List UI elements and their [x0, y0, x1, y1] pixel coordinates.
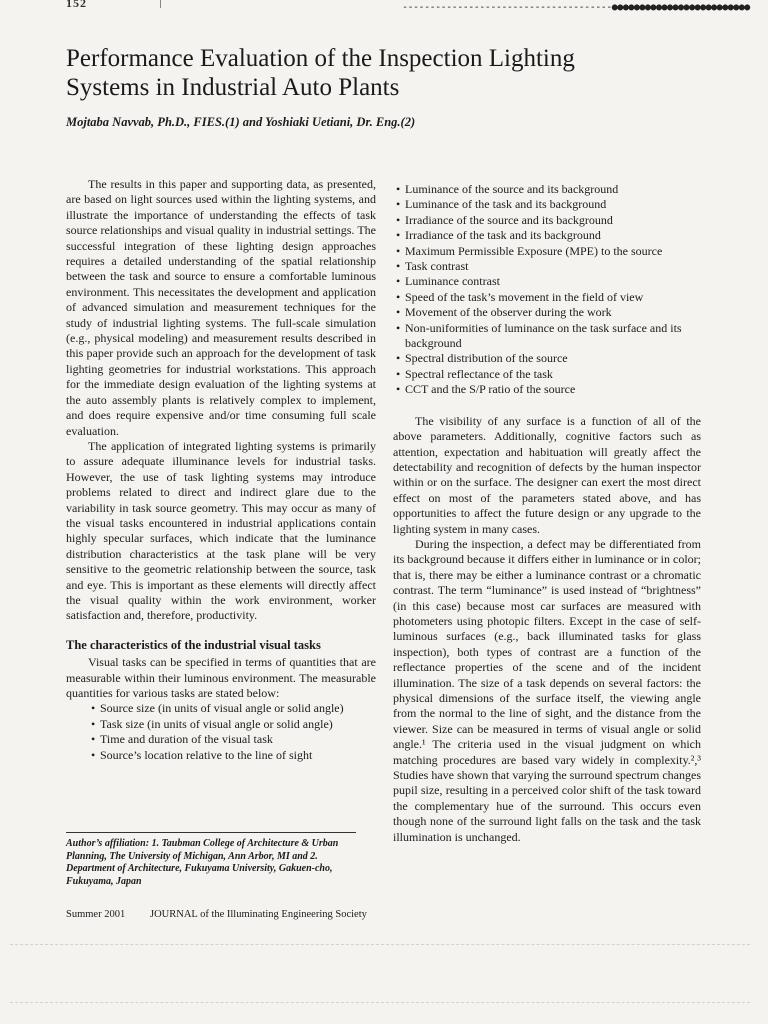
header-rule: --------------------------------------●●●●●●●●●●●●●●●●●●●●●●●●● [402, 2, 750, 13]
list-item: • Spectral reflectance of the task [393, 367, 701, 382]
author-affiliation: Author’s affiliation: 1. Taubman College of Architecture & Urban Planning, The University of Michigan, Ann Arbor, MI and 2. Department of Architecture, Fukuyama University, Gakuen-cho, Fukuyama, Japan [66, 838, 339, 887]
list-item: • Task contrast [393, 259, 701, 274]
list-item: • Luminance of the task and its background [393, 197, 701, 212]
list-item: • Irradiance of the source and its background [393, 213, 701, 228]
paragraph-intro: The results in this paper and supporting data, as presented, are based on light sources used within the lighting systems, and illustrate the importance of understanding the effects of task source relationships and visual quality in industrial settings. The successful integration of these lighting design approaches requires a detailed understanding of the spatial relationship between the task and source to ensure a comfortable luminous environment. This necessitates the development and application of advanced simulation and measurement techniques for the study of industrial lighting systems. The full-scale simulation (e.g., physical modeling) and measurement results described in this paper provide such an approach for the development of task lighting geometries for industrial workstations. This approach for the immediate design evaluation of the lighting systems at the auto assembly plants is relatively complex to implement, and does require expensive and/or time consuming full scale evaluation. [66, 177, 376, 438]
list-item: • Time and duration of the visual task [66, 732, 376, 747]
paragraph-visual-tasks: Visual tasks can be specified in terms of quantities that are measurable within their luminous environment. The measurable quantities for various tasks are stated below: [66, 655, 376, 700]
list-item: • CCT and the S/P ratio of the source [393, 382, 701, 397]
section-heading: The characteristics of the industrial visual tasks [66, 637, 321, 652]
paragraph-inspection: During the inspection, a defect may be differentiated from its background because it differs either in luminance or in color; that is, there may be either a luminance contrast or a chromatic contrast. The term “luminance” is used instead of “brightness” (in this case) because most car surfaces are measured with photometers using photopic filters. Except in the case of self-luminous surfaces (e.g., back illuminated tasks for glass inspection), both types of contrast are a function of the reflectance properties of the scene and of the incident illumination. The size of a task depends on several factors: the physical dimensions of the surface itself, the viewing angle from the normal to the line of sight, and the distance from the viewer. Size can be measured in terms of visual angle or solid angle.¹ The criteria used in the visual judgment on which matching procedures are based vary widely in complexity.²,³ Studies have shown that varying the surround spectrum changes pupil size, resulting in a perceived color shift of the task toward the complementary hue of the surround. This occurs even though none of the surround light falls on the task and the task illumination is unchanged. [393, 536, 701, 844]
scan-artifact-row [10, 944, 750, 949]
list-item: • Spectral distribution of the source [393, 351, 701, 366]
scan-artifact-row [10, 1002, 750, 1007]
title-line-2: Systems in Industrial Auto Plants [66, 74, 400, 101]
title-line-1: Performance Evaluation of the Inspection Lighting [66, 45, 575, 72]
parameter-list [393, 182, 701, 398]
page-number: 152 [66, 0, 87, 10]
affiliation-rule [66, 832, 356, 833]
list-item: • Maximum Permissible Exposure (MPE) to the source [393, 244, 701, 259]
list-item: • Non-uniformities of luminance on the task surface and its background [393, 321, 701, 352]
list-item: • Source size (in units of visual angle or solid angle) [66, 701, 376, 716]
footer-issue: Summer 2001 [66, 909, 126, 920]
author-line: Mojtaba Navvab, Ph.D., FIES.(1) and Yoshiaki Uetiani, Dr. Eng.(2) [66, 115, 416, 129]
list-item: • Luminance of the source and its background [393, 182, 701, 197]
crop-mark [160, 0, 161, 8]
task-quantity-list [66, 701, 376, 763]
paragraph-application: The application of integrated lighting systems is primarily to assure adequate illuminance levels for industrial tasks. However, the use of task lighting systems may introduce problems related to direct and indirect glare due to the variability in task source geometry. This may occur as many of the visual tasks encountered in industrial applications contain highly specular surfaces, which indicate that the luminance distribution characteristics at the task plane will be very sensitive to the geometric relationship between the source, task and eye. This is important as these elements will directly affect the visual quality within the work environment, worker satisfaction and, therefore, productivity. [66, 438, 376, 623]
right-column [393, 182, 701, 845]
list-item: • Task size (in units of visual angle or solid angle) [66, 717, 376, 732]
list-item: • Luminance contrast [393, 274, 701, 289]
left-column [66, 177, 376, 763]
list-item: • Speed of the task’s movement in the field of view [393, 290, 701, 305]
footer-journal-name: JOURNAL of the Illuminating Engineering Society [150, 909, 367, 920]
list-item: • Source’s location relative to the line of sight [66, 748, 376, 763]
list-item: • Movement of the observer during the work [393, 305, 701, 320]
paragraph-visibility: The visibility of any surface is a function of all of the above parameters. Additionally, cognitive factors such as attention, expectation and habituation will greatly affect the detectability and recognition of defects by the human inspector within or on the surface. The designer can exert the most direct effect on most of the parameters stated above, and has opportunities to affect the future design or any upgrade to the lighting system in many cases. [393, 413, 701, 536]
article-title [66, 44, 726, 102]
list-item: • Irradiance of the task and its background [393, 228, 701, 243]
